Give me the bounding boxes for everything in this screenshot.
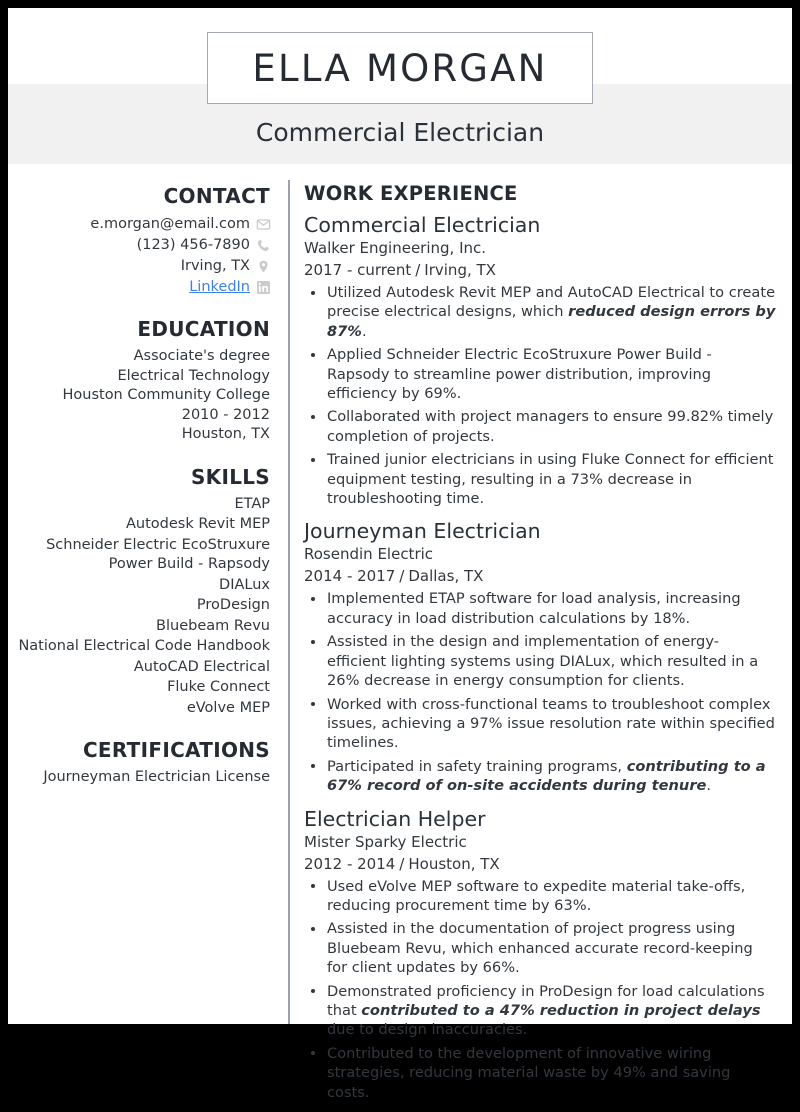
education-line: Electrical Technology — [117, 367, 270, 384]
job-dates: 2017 - current — [304, 261, 412, 279]
skill-item: National Electrical Code Handbook — [18, 638, 270, 654]
bullet-text: Participated in safety training programs, — [327, 757, 627, 775]
education-list — [8, 347, 270, 445]
job-bullet — [304, 1044, 776, 1102]
contact-item-text: (123) 456-7890 — [136, 237, 250, 253]
column-divider — [288, 180, 290, 1024]
bullet-text: Collaborated with project managers to ensure 99.82% timely completion of projects. — [327, 408, 774, 445]
name-box — [207, 32, 593, 104]
bullet-text: Contributed to the development of innovative wiring strategies, reducing material waste by 49% and saving costs. — [327, 1044, 731, 1101]
skill-item: DIALux — [219, 576, 270, 593]
work-experience-entry — [304, 806, 776, 1102]
contact-item-text: Irving, TX — [180, 258, 250, 274]
skills-section — [8, 465, 270, 719]
job-role: Journeyman Electrician — [304, 519, 541, 544]
bullet-text: Trained junior electricians in using Fluke Connect for efficient equipment testing, resulting in a 73% decrease in troubleshooting time. — [327, 451, 774, 508]
contact-item[interactable] — [8, 277, 270, 297]
contact-item — [8, 256, 270, 276]
work-experience-heading: WORK EXPERIENCE — [304, 182, 518, 205]
job-meta-separator: / — [415, 261, 421, 279]
job-bullet — [304, 283, 776, 341]
header-job-title: Commercial Electrician — [255, 118, 545, 147]
skill-item: Bluebeam Revu — [156, 617, 270, 634]
job-company: Rosendin Electric — [304, 545, 434, 564]
bullet-text: Demonstrated proficiency in ProDesign for load calculations that — [327, 982, 765, 1019]
skills-heading: SKILLS — [190, 464, 270, 489]
job-company: Mister Sparky Electric — [304, 832, 467, 851]
bullet-emphasis: reduced design errors by 87% — [327, 303, 776, 340]
education-line: 2010 - 2012 — [181, 406, 270, 423]
resume-page — [8, 8, 792, 1101]
job-meta — [304, 259, 776, 281]
resume-body — [8, 172, 792, 1101]
job-bullet-list — [304, 283, 776, 508]
job-bullet — [304, 919, 776, 977]
job-bullet-list — [304, 877, 776, 1102]
bullet-text: . — [361, 322, 367, 340]
certifications-list — [8, 768, 270, 788]
work-experience-list — [304, 212, 776, 1102]
job-bullet — [304, 632, 776, 690]
contact-item — [8, 235, 270, 255]
job-location: Irving, TX — [424, 261, 496, 279]
skill-item: eVolve MEP — [186, 699, 270, 716]
certifications-section — [8, 738, 270, 788]
job-meta — [304, 853, 776, 875]
bullet-text: Used eVolve MEP software to expedite material take-offs, reducing procurement time by 63%. — [327, 877, 746, 914]
job-bullet — [304, 589, 776, 628]
job-bullet — [304, 345, 776, 403]
bullet-text: Utilized Autodesk Revit MEP and AutoCAD Electrical to create precise electrical designs, which — [327, 284, 776, 321]
skill-item: ETAP — [234, 495, 270, 512]
education-heading: EDUCATION — [137, 317, 270, 341]
job-bullet — [304, 450, 776, 508]
bullet-text: due to design inaccuracies. — [327, 1021, 528, 1039]
education-section — [8, 317, 270, 445]
job-location: Houston, TX — [408, 854, 500, 873]
sidebar — [8, 172, 270, 808]
bullet-text: Applied Schneider Electric EcoStruxure Power Build - Rapsody to streamline power distribution, improving efficiency by 69%. — [327, 346, 712, 403]
job-dates: 2014 - 2017 — [304, 567, 396, 586]
linkedin-icon — [257, 281, 270, 294]
contact-item — [8, 214, 270, 234]
contact-item-text: e.morgan@email.com — [90, 216, 250, 232]
bullet-text: Implemented ETAP software for load analysis, increasing accuracy in load distribution calculations by 18%. — [327, 590, 741, 627]
skills-list — [8, 495, 270, 719]
skill-item: Fluke Connect — [167, 679, 270, 695]
contact-list — [8, 214, 270, 297]
job-dates: 2012 - 2014 — [304, 854, 396, 873]
work-experience-entry — [304, 518, 776, 795]
education-line: Associate's degree — [133, 348, 270, 364]
certifications-heading: CERTIFICATIONS — [82, 738, 270, 762]
job-bullet — [304, 877, 776, 916]
envelope-icon — [257, 218, 270, 231]
job-role: Electrician Helper — [304, 806, 486, 831]
bullet-text: Worked with cross-functional teams to troubleshoot complex issues, achieving a 97% issue resolution rate within specified timelines. — [327, 695, 775, 752]
linkedin-link[interactable]: LinkedIn — [189, 279, 250, 295]
contact-heading: CONTACT — [163, 184, 270, 208]
education-line: Houston, TX — [181, 426, 270, 442]
job-meta-separator: / — [399, 567, 405, 586]
main-content — [304, 172, 776, 1112]
location-pin-icon — [257, 260, 270, 273]
bullet-text: Assisted in the documentation of project progress using Bluebeam Revu, which enhanced accurate record-keeping for client updates by 66%. — [327, 920, 753, 977]
skill-item: Autodesk Revit MEP — [125, 516, 270, 532]
skill-item: Schneider Electric EcoStruxure Power Build - Rapsody — [46, 536, 270, 572]
job-location: Dallas, TX — [408, 567, 484, 586]
contact-section — [8, 184, 270, 297]
skill-item: ProDesign — [196, 597, 270, 613]
job-bullet — [304, 695, 776, 753]
job-bullet — [304, 757, 776, 796]
bullet-text: . — [706, 777, 712, 795]
skill-item: AutoCAD Electrical — [133, 658, 270, 675]
job-company: Walker Engineering, Inc. — [304, 239, 487, 257]
education-line: Houston Community College — [62, 387, 270, 403]
work-experience-entry — [304, 212, 776, 508]
job-meta — [304, 565, 776, 587]
job-bullet-list — [304, 589, 776, 795]
bullet-text: Assisted in the design and implementation of energy-efficient lighting systems using DIALux, which resulted in a 26% decrease in energy consumption for clients. — [327, 633, 759, 690]
job-role: Commercial Electrician — [304, 213, 541, 237]
job-bullet — [304, 407, 776, 446]
page-title: ELLA MORGAN — [252, 46, 548, 90]
job-meta-separator: / — [399, 854, 405, 873]
bullet-emphasis: contributed to a 47% reduction in project delays — [361, 1001, 761, 1019]
job-bullet — [304, 982, 776, 1040]
bullet-emphasis: contributing to a 67% record of on-site accidents during tenure — [327, 757, 766, 795]
certification-item: Journeyman Electrician License — [43, 769, 270, 785]
phone-icon — [257, 239, 270, 252]
